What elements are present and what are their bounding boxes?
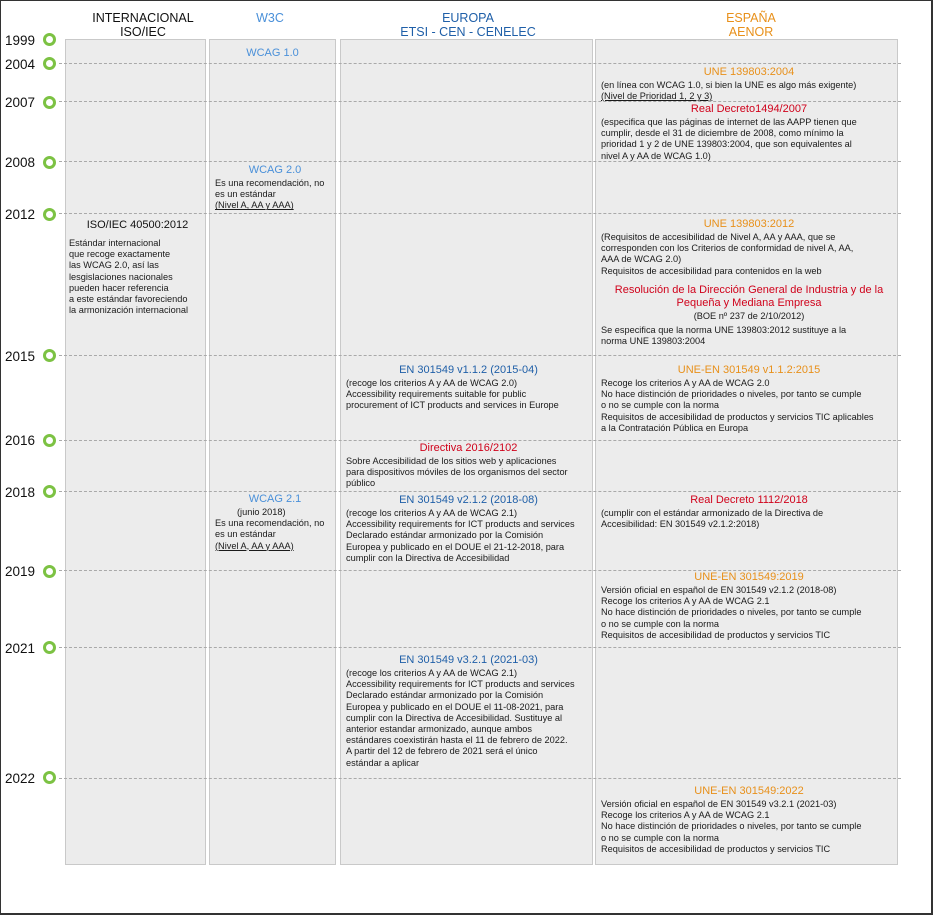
directiva-2016-block	[346, 442, 591, 490]
text-line: cumplir, desde el 31 de diciembre de 2008, como mínimo la	[601, 128, 844, 139]
header-europa	[341, 11, 595, 39]
text-line: No hace distinción de prioridades o niveles, por tanto se cumple	[601, 607, 862, 618]
timeline-dot	[43, 565, 56, 578]
timeline-dot	[43, 349, 56, 362]
year-label: 2004	[5, 57, 36, 72]
text-line: Accessibility requirements for ICT products and services	[346, 679, 575, 690]
text-line: (recoge los criterios A y AA de WCAG 2.1)	[346, 508, 518, 518]
une2015-title: UNE-EN 301549 v1.1.2:2015	[677, 364, 821, 376]
text-line: las WCAG 2.0, así las	[69, 260, 159, 271]
text-line: Recoge los criterios A y AA de WCAG 2.0	[601, 378, 770, 388]
text-line: A partir del 12 de febrero de 2021 será el único	[346, 746, 538, 757]
year-label: 1999	[5, 33, 36, 48]
une-en-301549-2022-block	[601, 785, 897, 855]
text-line: a este estándar favoreciendo	[69, 294, 188, 305]
separator-2004	[59, 63, 901, 64]
year-label: 2016	[5, 433, 36, 448]
text-line: Accessibility requirements suitable for public	[346, 389, 527, 400]
en112-title: EN 301549 v1.1.2 (2015-04)	[399, 364, 538, 376]
une2022-title: UNE-EN 301549:2022	[694, 785, 804, 797]
une-en-301549-2019-block	[601, 571, 897, 641]
timeline-dot	[43, 771, 56, 784]
year-label: 2019	[5, 564, 36, 579]
text-line: Requisitos de accesibilidad de productos y servicios TIC aplicables	[601, 411, 874, 422]
text-line: (recoge los criterios A y AA de WCAG 2.0)	[346, 378, 518, 388]
text-line: anterior estandar armonizado, aunque ambos	[346, 724, 532, 735]
timeline-dot	[43, 208, 56, 221]
text-line: Requisitos de accesibilidad de productos y servicios TIC	[601, 843, 831, 854]
text-line: procurement of ICT products and services in Europe	[346, 400, 559, 411]
timeline-dot	[43, 33, 56, 46]
text-line: para dispositivos móviles de los organismos del sector	[346, 467, 568, 478]
year-label: 2018	[5, 485, 36, 500]
separator-2022	[59, 778, 901, 779]
text-line: prioridad 1 y 2 de UNE 139803:2004, que son equivalentes al	[601, 139, 852, 150]
text-line: lesgislaciones nacionales	[69, 271, 173, 282]
year-label: 2021	[5, 641, 36, 656]
text-line: (Nivel de Prioridad 1, 2 y 3)	[601, 91, 713, 102]
text-line: a la Contratación Pública en Europa	[601, 422, 749, 433]
text-line: No hace distinción de prioridades o niveles, por tanto se cumple	[601, 389, 862, 400]
text-line: corresponden con los Criterios de conformidad de nivel A, AA,	[601, 243, 854, 254]
timeline-dot	[43, 156, 56, 169]
en321-title: EN 301549 v3.2.1 (2021-03)	[399, 654, 538, 666]
une2019-title: UNE-EN 301549:2019	[694, 571, 804, 583]
text-line: Europea y publicado en el DOUE el 11-08-2021, para	[346, 701, 564, 712]
resol-boe: (BOE nº 237 de 2/10/2012)	[693, 311, 805, 321]
text-line: es un estándar	[215, 529, 276, 540]
year-label: 2015	[5, 349, 36, 364]
column-w3c	[209, 39, 336, 865]
text-line: es un estándar	[215, 189, 276, 200]
resol-title-line2: Pequeña y Mediana Empresa	[676, 297, 822, 309]
text-line: cumplir con la Directiva de Accesibilidad	[346, 552, 510, 563]
separator-2021	[59, 647, 901, 648]
text-line: público	[346, 478, 376, 489]
en212-title: EN 301549 v2.1.2 (2018-08)	[399, 494, 538, 506]
timeline-dot	[43, 485, 56, 498]
iso40500-title: ISO/IEC 40500:2012	[86, 219, 189, 231]
text-line: Se especifica que la norma UNE 139803:2012 sustituye a la	[601, 325, 847, 336]
wcag10-block	[211, 47, 334, 61]
text-line: pueden hacer referencia	[69, 282, 169, 293]
une-139803-2004-block	[601, 66, 897, 102]
wcag20-block	[215, 164, 335, 212]
text-line: Recoge los criterios A y AA de WCAG 2.1	[601, 810, 770, 821]
text-line: estándar a aplicar	[346, 757, 420, 768]
text-line: AAA de WCAG 2.0)	[601, 254, 682, 265]
text-line: (Requisitos de accesibilidad de Nivel A, AA y AAA, que se	[601, 232, 836, 242]
header-es-line2: AENOR	[728, 25, 774, 39]
year-label: 2007	[5, 95, 36, 110]
wcag20-title: WCAG 2.0	[248, 164, 302, 176]
year-label: 2008	[5, 155, 36, 170]
header-internacional	[63, 11, 223, 39]
year-label: 2022	[5, 771, 36, 786]
text-line: cumplir con la Directiva de Accesibilidad. Sustituye al	[346, 712, 563, 723]
header-intl-line1: INTERNACIONAL	[92, 11, 194, 25]
header-espana	[598, 11, 904, 39]
une-en-301549-2015-block	[601, 364, 897, 434]
header-es-line1: ESPAÑA	[726, 11, 776, 25]
real-decreto-1494-block	[601, 103, 897, 162]
separator-2015	[59, 355, 901, 356]
une2012-title: UNE 139803:2012	[703, 218, 795, 230]
header-intl-line2: ISO/IEC	[120, 25, 166, 39]
text-line: Declarado estándar armonizado por la Comisión	[346, 530, 544, 541]
separator-2018	[59, 491, 901, 492]
separator-2016	[59, 440, 901, 441]
text-line: Declarado estándar armonizado por la Comisión	[346, 690, 544, 701]
text-line: No hace distinción de prioridades o niveles, por tanto se cumple	[601, 821, 862, 832]
rd1494-title: Real Decreto1494/2007	[690, 103, 808, 115]
header-eu-line2: ETSI - CEN - CENELEC	[400, 25, 536, 39]
timeline-dot	[43, 641, 56, 654]
iso40500-block	[69, 219, 206, 316]
une2004-title: UNE 139803:2004	[703, 66, 795, 78]
text-line: (en línea con WCAG 1.0, si bien la UNE es algo más exigente)	[601, 80, 857, 90]
text-line: nivel A y AA de WCAG 1.0)	[601, 150, 711, 161]
text-line: (cumplir con el estándar armonizado de la Directiva de	[601, 508, 824, 518]
header-w3c-line1: W3C	[256, 11, 284, 25]
text-line: (Nivel A, AA y AAA)	[215, 200, 294, 211]
wcag21-title: WCAG 2.1	[248, 493, 302, 505]
header-w3c	[211, 11, 329, 25]
text-line: la armonización internacional	[69, 305, 188, 316]
text-line: que recoge exactamente	[69, 249, 171, 260]
text-line: Accesibilidad: EN 301549 v2.1.2:2018)	[601, 519, 760, 530]
year-label: 2012	[5, 207, 36, 222]
text-line: Recoge los criterios A y AA de WCAG 2.1	[601, 596, 770, 607]
text-line: Versión oficial en español de EN 301549 v3.2.1 (2021-03)	[601, 799, 837, 809]
text-line: Es una recomendación, no	[215, 518, 325, 529]
text-line: norma UNE 139803:2004	[601, 336, 706, 347]
text-line: Accessibility requirements for ICT products and services	[346, 519, 575, 530]
text-line: (especifica que las páginas de internet de las AAPP tienen que	[601, 117, 857, 127]
dir2016-title: Directiva 2016/2102	[419, 442, 518, 454]
text-line: Estándar internacional	[69, 238, 161, 248]
text-line: Requisitos de accesibilidad para contenidos en la web	[601, 265, 822, 276]
en301549-v212-block	[346, 494, 591, 564]
resol-title-line1: Resolución de la Dirección General de Industria y de la	[614, 284, 884, 296]
timeline-dot	[43, 434, 56, 447]
real-decreto-1112-block	[601, 494, 897, 530]
text-line: o no se cumple con la norma	[601, 400, 719, 411]
text-line: (recoge los criterios A y AA de WCAG 2.1)	[346, 668, 518, 678]
wcag10-title: WCAG 1.0	[246, 47, 299, 59]
resolucion-dg-industria-block	[601, 284, 897, 348]
text-line: Europea y publicado en el DOUE el 21-12-2018, para	[346, 541, 565, 552]
text-line: Es una recomendación, no	[215, 178, 325, 188]
timeline-dot	[43, 57, 56, 70]
text-line: Versión oficial en español de EN 301549 v2.1.2 (2018-08)	[601, 585, 837, 595]
text-line: o no se cumple con la norma	[601, 832, 719, 843]
text-line: Requisitos de accesibilidad de productos y servicios TIC	[601, 629, 831, 640]
une-139803-2012-block	[601, 218, 897, 277]
column-espana	[595, 39, 898, 865]
rd1112-title: Real Decreto 1112/2018	[690, 494, 808, 506]
en301549-v321-block	[346, 654, 591, 769]
wcag21-block	[215, 493, 335, 552]
header-eu-line1: EUROPA	[442, 11, 494, 25]
column-internacional	[65, 39, 206, 865]
en301549-v112-block	[346, 364, 591, 412]
text-line: Sobre Accesibilidad de los sitios web y aplicaciones	[346, 456, 557, 466]
separator-2012	[59, 213, 901, 214]
text-line: (Nivel A, AA y AAA)	[215, 540, 294, 551]
text-line: (junio 2018)	[237, 507, 286, 517]
text-line: o no se cumple con la norma	[601, 618, 719, 629]
timeline-dot	[43, 96, 56, 109]
text-line: estándares coexistirán hasta el 11 de febrero de 2022.	[346, 735, 568, 746]
